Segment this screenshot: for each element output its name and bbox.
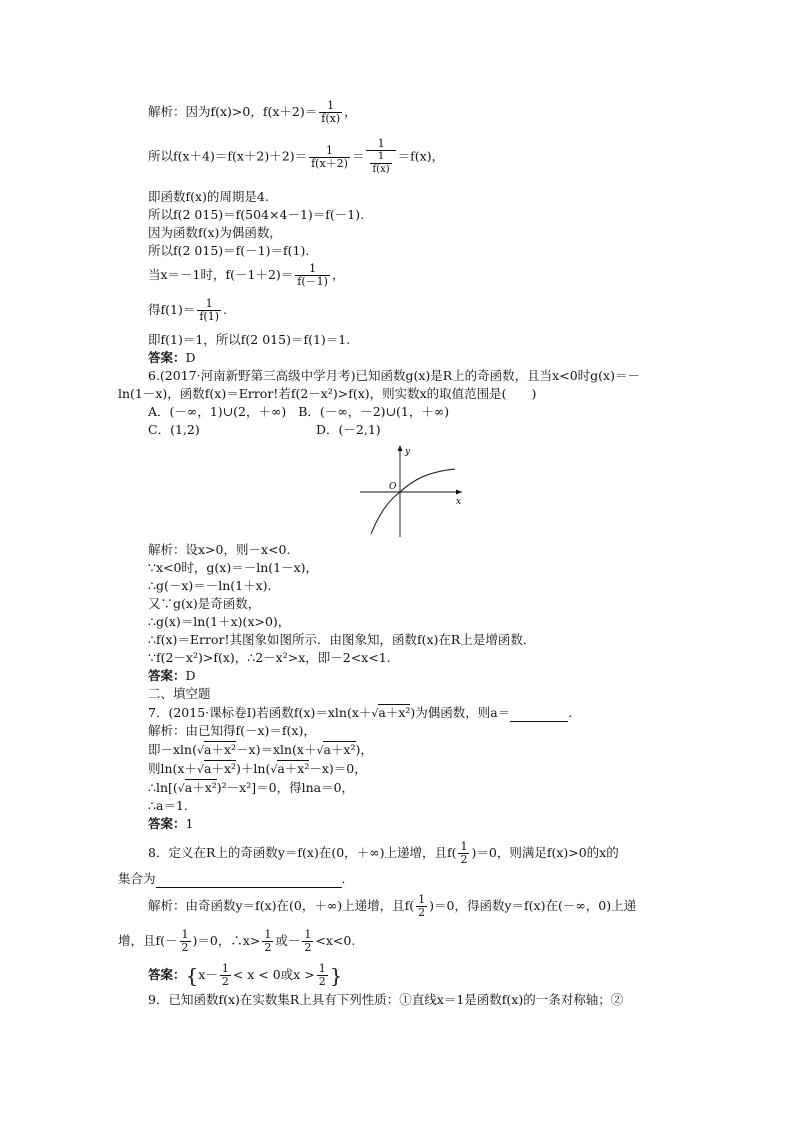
answer-line: 答案：D xyxy=(148,350,196,365)
option-b: B．(－∞，－2)∪(1，＋∞) xyxy=(298,404,450,419)
solution-6-line-7: ∵f(2－x²)>f(x)，∴2－x²>x，即－2<x<1. xyxy=(148,650,391,665)
solution-line-2: 所以f(x＋4)＝f(x＋2)＋2)＝ $\frac{1}{f(x+2)}$ ＝ $\frac{1}{\frac{1}{f(x)}}$ ＝f(x)， xyxy=(148,137,445,175)
question-6-options-ab xyxy=(148,404,449,420)
nested-fraction: $\frac{1}{\frac{1}{f(x)}}$ xyxy=(366,138,395,176)
solution-6-line-4: 又∵g(x)是奇函数， xyxy=(148,596,261,611)
question-7: 7．(2015·课标卷Ⅰ)若函数f(x)＝xln(x＋√a＋x²)为偶函数，则a＝ . xyxy=(148,705,573,720)
x-axis-arrow xyxy=(456,490,462,495)
y-axis-label: y xyxy=(405,447,411,457)
question-8-line-2: 集合为 ． xyxy=(118,871,355,886)
solution-line-8: 得f(1)＝ $\frac{1}{f(1)}$ . xyxy=(148,297,227,323)
option-d: D．(－2,1) xyxy=(316,422,381,437)
solution-6-line-6: ∴f(x)＝Error!其图象如图所示．由图象知，函数f(x)在R上是增函数． xyxy=(148,632,536,647)
solution-8-line-2: 增，且f(－ $\frac{1}{2}$ )＝0，∴x> $\frac{1}{2}$ 或－ $\frac{1}{2}$ <x<0. xyxy=(118,928,356,954)
x-axis-label: x xyxy=(456,497,462,507)
solution-7-line-3: 则ln(x＋√a＋x²)＋ln(√a＋x²－x)＝0， xyxy=(148,761,367,776)
fraction: $\frac{1}{f(x+2)}$ xyxy=(311,143,348,170)
question-6-line-2: ln(1－x)，函数f(x)＝Error!若f(2－x²)>f(x)，则实数x的取值范围是( ) xyxy=(118,386,537,401)
fraction: $\frac{1}{f(x)}$ xyxy=(321,99,341,125)
solution-7-answer: 答案：1 xyxy=(148,816,194,831)
solution-line-6: 所以f(2 015)＝f(－1)＝f(1). xyxy=(148,243,310,258)
solution-6-line-3: ∴g(－x)＝－ln(1＋x). xyxy=(148,578,272,593)
question-6-options-cd xyxy=(148,422,381,438)
solution-line-9: 即f(1)＝1，所以f(2 015)＝f(1)＝1. xyxy=(148,332,351,347)
solution-6-answer: 答案：D xyxy=(148,668,196,683)
fraction: $\frac{1}{f(1)}$ xyxy=(199,297,219,323)
solution-7-line-1: 解析：由已知得f(－x)＝f(x)， xyxy=(148,723,316,738)
solution-6-line-1: 解析：设x>0，则－x<0. xyxy=(148,542,291,557)
solution-7-line-2: 即－xln(√a＋x²－x)＝xln(x＋√a＋x²)， xyxy=(148,742,373,757)
section-heading: 二、填空题 xyxy=(148,686,211,701)
solution-line-3: 即函数f(x)的周期是4. xyxy=(148,189,269,204)
solution-line-5: 因为函数f(x)为偶函数， xyxy=(148,225,282,240)
solution-7-line-5: ∴a＝1. xyxy=(148,798,188,813)
question-6-line-1: 6.(2017·河南新野第三高级中学月考)已知函数g(x)是R上的奇函数，且当x<0时g(x)＝－ xyxy=(148,368,640,383)
function-graph xyxy=(355,442,467,540)
option-a: A．(－∞，1)∪(2，＋∞) xyxy=(148,404,287,419)
question-8-line-1: 8．定义在R上的奇函数y＝f(x)在(0，＋∞)上递增，且f( $\frac{1}{2}$ )＝0，则满足f(x)>0的x的 xyxy=(148,840,619,866)
function-curve xyxy=(371,469,455,534)
fraction: $\frac{1}{f(-1)}$ xyxy=(297,262,328,288)
solution-6-line-5: ∴g(x)＝ln(1＋x)(x>0)， xyxy=(148,614,291,629)
option-c: C．(1,2) xyxy=(148,422,200,437)
answer-blank xyxy=(510,705,568,722)
solution-line-1: 解析：因为f(x)>0，f(x＋2)＝ $\frac{1}{f(x)}$ ， xyxy=(148,99,357,125)
solution-line-7: 当x＝－1时，f(－1＋2)＝ $\frac{1}{f(-1)}$ ， xyxy=(148,262,345,288)
solution-6-line-2: ∵x<0时，g(x)＝－ln(1－x)， xyxy=(148,560,319,575)
y-axis-arrow xyxy=(398,445,403,451)
solution-8-line-1: 解析：由奇函数y＝f(x)在(0，＋∞)上递增，且f( $\frac{1}{2}$ )＝0，得函数y＝f(x)在(－∞，0)上递 xyxy=(148,893,637,919)
answer-blank xyxy=(156,871,342,888)
origin-label: O xyxy=(389,482,397,492)
question-9-line-1: 9．已知函数f(x)在实数集R上具有下列性质：①直线x＝1是函数f(x)的一条对称轴；② xyxy=(148,992,624,1007)
sqrt-expression: a＋x² xyxy=(378,705,411,720)
solution-8-answer: 答案：{x－ $\frac{1}{2}$ < x < 0或x > $\frac{1}{2}$ } xyxy=(148,962,343,988)
solution-7-line-4: ∴ln[(√a＋x²)²－x²]＝0，得lna＝0， xyxy=(148,780,355,795)
solution-line-4: 所以f(2 015)＝f(504×4－1)＝f(－1). xyxy=(148,207,365,222)
